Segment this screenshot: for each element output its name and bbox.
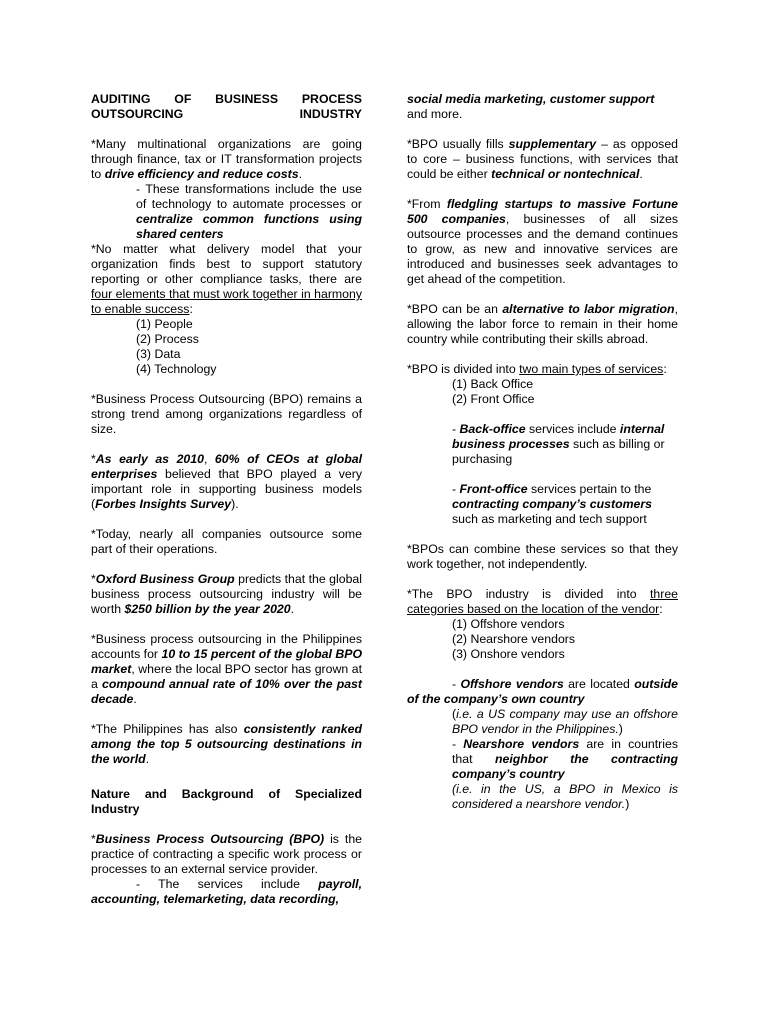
text: – as opposed to core – business functions, with services that could be either — [407, 137, 679, 181]
paragraph-multinational — [91, 137, 362, 182]
paragraph-transformations — [136, 182, 362, 242]
emphasis: Forbes Insights Survey — [95, 497, 232, 511]
text: *BPO can be an — [407, 302, 503, 316]
emphasis: social media marketing, customer support — [407, 92, 655, 106]
text: : — [663, 362, 667, 376]
text: *No matter what delivery model that your organization finds best to support statutory reporting or other compliance tasks, there are — [91, 242, 362, 286]
text: : — [659, 602, 663, 616]
underlined-text: two main types of services — [519, 362, 664, 376]
emphasis: payroll, accounting, telemarketing, data recording, — [91, 877, 362, 906]
list-item: (1) People — [136, 317, 193, 331]
emphasis: fledgling startups to massive Fortune 500 companies — [407, 197, 678, 226]
left-column — [91, 92, 362, 922]
list-item: (1) Back Office — [452, 377, 534, 391]
text: . — [639, 167, 643, 181]
paragraph-three-categories — [407, 587, 678, 617]
emphasis: 60% of CEOs at global enterprises — [91, 452, 362, 481]
elements-list — [136, 317, 362, 377]
text: *BPO usually fills — [407, 137, 509, 151]
list-item: (1) Offshore vendors — [452, 617, 565, 631]
text: . — [133, 692, 137, 706]
paragraph-supplementary — [407, 137, 678, 182]
text: ) — [625, 797, 630, 811]
text: * — [91, 572, 96, 586]
text: *Business process outsourcing in the Philippines accounts for — [91, 632, 362, 661]
text: believed that BPO played a very important role in supporting business models ( — [91, 467, 362, 511]
paragraph-delivery-model — [91, 242, 362, 317]
text: . — [298, 167, 302, 181]
text: - The services include — [136, 877, 319, 891]
emphasis: Front-office — [459, 482, 528, 496]
text: * — [91, 452, 96, 466]
text: - — [452, 677, 461, 691]
list-item: (2) Nearshore vendors — [452, 632, 576, 646]
emphasis: centralize common functions using shared centers — [136, 212, 362, 241]
underlined-text: three categories based on the location of the vendor — [407, 587, 678, 616]
text: , allowing the labor force to remain in their home country while contributing their skills abroad. — [407, 302, 678, 346]
emphasis: $250 billion by the year 2020 — [124, 602, 291, 616]
text: : — [189, 302, 193, 316]
text: are in countries that — [452, 737, 678, 766]
emphasis: consistently ranked among the top 5 outsourcing destinations in the world — [91, 722, 362, 766]
text: - — [452, 737, 464, 751]
right-column — [407, 92, 678, 812]
text: ( — [452, 707, 457, 721]
paragraph-front-office — [407, 482, 678, 527]
text: ). — [231, 497, 239, 511]
paragraph-ceo-survey — [91, 452, 362, 512]
paragraph-services-continued — [407, 92, 678, 122]
document-title: AUDITING OF BUSINESS PROCESS OUTSOURCING INDUSTRY — [91, 92, 362, 121]
emphasis: internal business processes — [452, 422, 665, 451]
text: services include — [525, 422, 620, 436]
paragraph-nearshore — [452, 737, 678, 782]
paragraph-two-types — [407, 362, 678, 377]
paragraph-today: *Today, nearly all companies outsource some part of their operations. — [91, 527, 362, 556]
text: such as marketing and tech support — [452, 512, 647, 526]
emphasis: neighbor the contracting company’s country — [452, 752, 678, 781]
emphasis: drive efficiency and reduce costs — [104, 167, 299, 181]
list-item: (2) Process — [136, 332, 199, 346]
paragraph-nearshore-example — [452, 782, 678, 812]
text: *Many multinational organizations are going through finance, tax or IT transformation projects to — [91, 137, 362, 181]
list-item: (4) Technology — [136, 362, 217, 376]
emphasis: supplementary — [508, 137, 597, 151]
text: *The BPO industry is divided into — [407, 587, 650, 601]
list-item: (3) Onshore vendors — [452, 647, 565, 661]
text: , businesses of all sizes outsource processes and the demand continues to grow, as new and innovative services are introduced and businesses seek advantages to get ahead of the competition. — [407, 212, 678, 286]
emphasis: alternative to labor migration — [502, 302, 675, 316]
text: ) — [618, 722, 623, 736]
paragraph-bpo-definition — [91, 832, 362, 877]
paragraph-philippines-share — [91, 632, 362, 707]
text: - — [452, 482, 460, 496]
text: - — [452, 422, 460, 436]
text: * — [91, 832, 96, 846]
text: , — [203, 452, 215, 466]
emphasis: outside of the company’s own country — [407, 677, 678, 706]
italic-text: i.e. in the US, a BPO in Mexico is considered a nearshore vendor. — [452, 782, 678, 811]
emphasis: Nearshore vendors — [463, 737, 580, 751]
emphasis: technical or nontechnical — [491, 167, 640, 181]
paragraph-oxford — [91, 572, 362, 617]
emphasis: Business Process Outsourcing (BPO) — [95, 832, 325, 846]
text: such as billing or purchasing — [452, 437, 665, 466]
text: . — [290, 602, 295, 616]
text: . — [145, 752, 150, 766]
underlined-text: four elements that must work together in harmony to enable success — [91, 287, 362, 316]
emphasis: contracting company’s customers — [452, 497, 652, 511]
section-heading: Nature and Background of Specialized Industry — [91, 787, 362, 816]
emphasis: Offshore vendors — [460, 677, 564, 691]
emphasis: Back-office — [459, 422, 526, 436]
paragraph-philippines-ranked — [91, 722, 362, 767]
emphasis: compound annual rate of 10% over the past decade — [91, 677, 362, 706]
text: predicts that the global business process outsourcing industry will be worth — [91, 572, 363, 616]
text: and more. — [407, 107, 463, 121]
text: , where the local BPO sector has grown at a — [91, 662, 362, 691]
text: - These transformations include the use of technology to automate processes or — [136, 182, 362, 211]
paragraph-bpo-trend: *Business Process Outsourcing (BPO) remains a strong trend among organizations regardless of size. — [91, 392, 362, 436]
text: *BPO is divided into — [407, 362, 520, 376]
text: is the practice of contracting a specific work process or processes to an external service provider. — [91, 832, 363, 876]
text: *The Philippines has also — [91, 722, 244, 736]
paragraph-services-include — [91, 877, 362, 907]
paragraph-labor-migration — [407, 302, 678, 347]
paragraph-offshore — [407, 677, 678, 707]
text: *From — [407, 197, 447, 211]
emphasis: Oxford Business Group — [95, 572, 235, 586]
list-item: (2) Front Office — [452, 392, 535, 406]
emphasis: As early as 2010 — [95, 452, 204, 466]
text: services pertain to the — [527, 482, 652, 496]
list-item: (3) Data — [136, 347, 181, 361]
italic-text: ( — [452, 782, 457, 796]
paragraph-startups — [407, 197, 678, 287]
emphasis: 10 to 15 percent of the global BPO market — [91, 647, 363, 676]
text: are located — [563, 677, 635, 691]
paragraph-back-office — [407, 422, 678, 467]
vendor-types-list — [452, 617, 678, 662]
italic-text: i.e. a US company may use an offshore BPO vendor in the Philippines. — [452, 707, 678, 736]
service-types-list — [452, 377, 678, 407]
paragraph-offshore-example — [452, 707, 678, 737]
paragraph-combine: *BPOs can combine these services so that they work together, not independently. — [407, 542, 678, 571]
